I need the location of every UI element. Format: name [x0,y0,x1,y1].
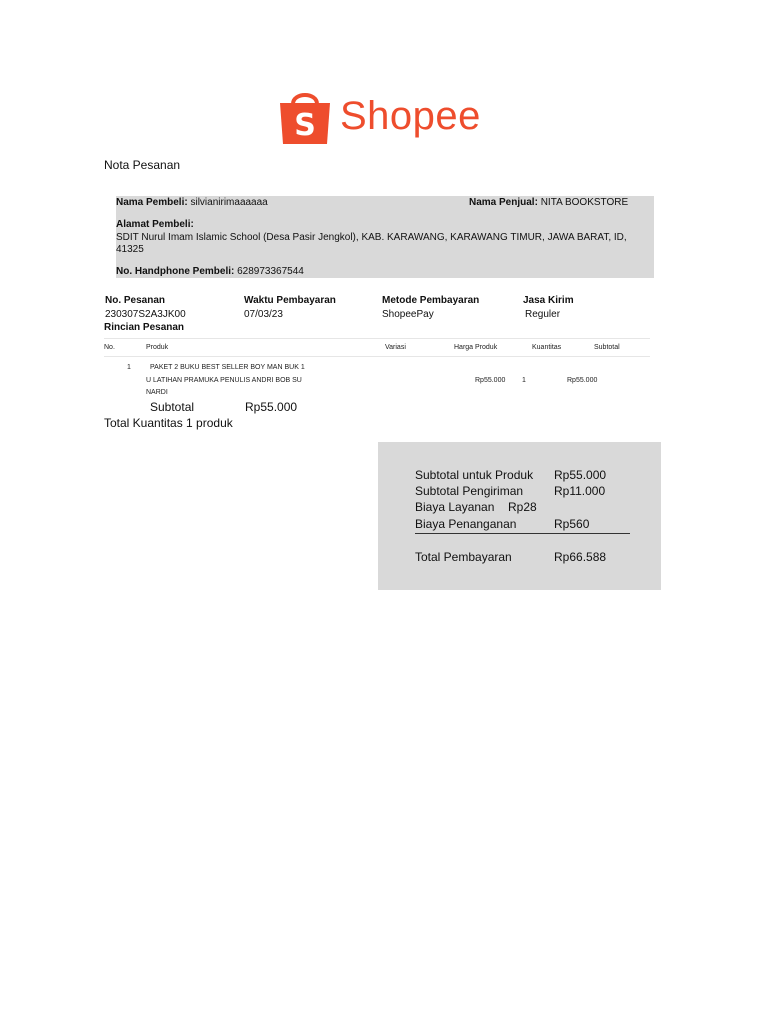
payment-summary-box [378,442,661,590]
seller-name: Nama Penjual: NITA BOOKSTORE [469,197,629,208]
courier-label: Jasa Kirim [523,295,574,306]
product-price: Rp55.000 [475,377,506,384]
order-number-label: No. Pesanan [105,295,166,306]
order-subtotal-value: Rp55.000 [245,400,298,414]
shopping-bag-icon [276,86,334,146]
handling-fee-value: Rp560 [554,517,590,531]
col-price: Harga Produk [454,344,498,351]
payment-method-label: Metode Pembayaran [382,295,480,306]
total-quantity: Total Kuantitas 1 produk [104,416,233,430]
total-payment-value: Rp66.588 [554,550,607,564]
order-number-value: 230307S2A3JK00 [105,309,186,320]
product-line-3: NARDI [146,389,168,396]
product-subtotal-label: Subtotal untuk Produk [415,468,534,482]
summary-divider [415,533,630,534]
buyer-info-box [116,196,654,278]
col-product: Produk [146,344,169,351]
col-no: No. [104,344,115,351]
brand-name: Shopee [340,94,481,138]
product-quantity: 1 [522,377,526,384]
order-subtotal-label: Subtotal [150,400,195,414]
payment-time-value: 07/03/23 [244,309,283,320]
table-header-rule [104,356,650,357]
service-fee-label: Biaya Layanan [415,500,495,514]
shopee-logo [276,84,481,150]
service-fee-value: Rp28 [508,500,537,514]
row-number: 1 [127,364,131,371]
col-quantity: Kuantitas [532,344,562,351]
address-label: Alamat Pembeli: [116,219,194,230]
shipping-subtotal-label: Subtotal Pengiriman [415,484,524,498]
product-subtotal-value: Rp55.000 [554,468,607,482]
product-line-2: U LATIHAN PRAMUKA PENULIS ANDRI BOB SU [146,377,302,384]
svg-text:S: S [294,108,316,143]
handling-fee-label: Biaya Penanganan [415,517,517,531]
order-details-title: Rincian Pesanan [104,322,185,333]
buyer-phone: No. Handphone Pembeli: 628973367544 [116,266,304,277]
col-variant: Variasi [385,344,406,351]
address-line-1: SDIT Nurul Imam Islamic School (Desa Pasir Jengkol), KAB. KARAWANG, KARAWANG TIMUR, JAWA BARAT, ID, [116,232,627,243]
payment-time-label: Waktu Pembayaran [244,295,336,306]
courier-value: Reguler [525,309,561,320]
document-title: Nota Pesanan [104,158,181,172]
total-payment-label: Total Pembayaran [415,550,512,564]
payment-method-value: ShopeePay [382,309,434,320]
product-subtotal: Rp55.000 [567,377,598,384]
buyer-name: Nama Pembeli: silvianirimaaaaaa [116,197,268,208]
address-line-2: 41325 [116,244,144,255]
product-line-1: PAKET 2 BUKU BEST SELLER BOY MAN BUK 1 [150,364,305,371]
shipping-subtotal-value: Rp11.000 [554,484,606,498]
table-top-rule [104,338,650,339]
col-subtotal: Subtotal [594,344,620,351]
